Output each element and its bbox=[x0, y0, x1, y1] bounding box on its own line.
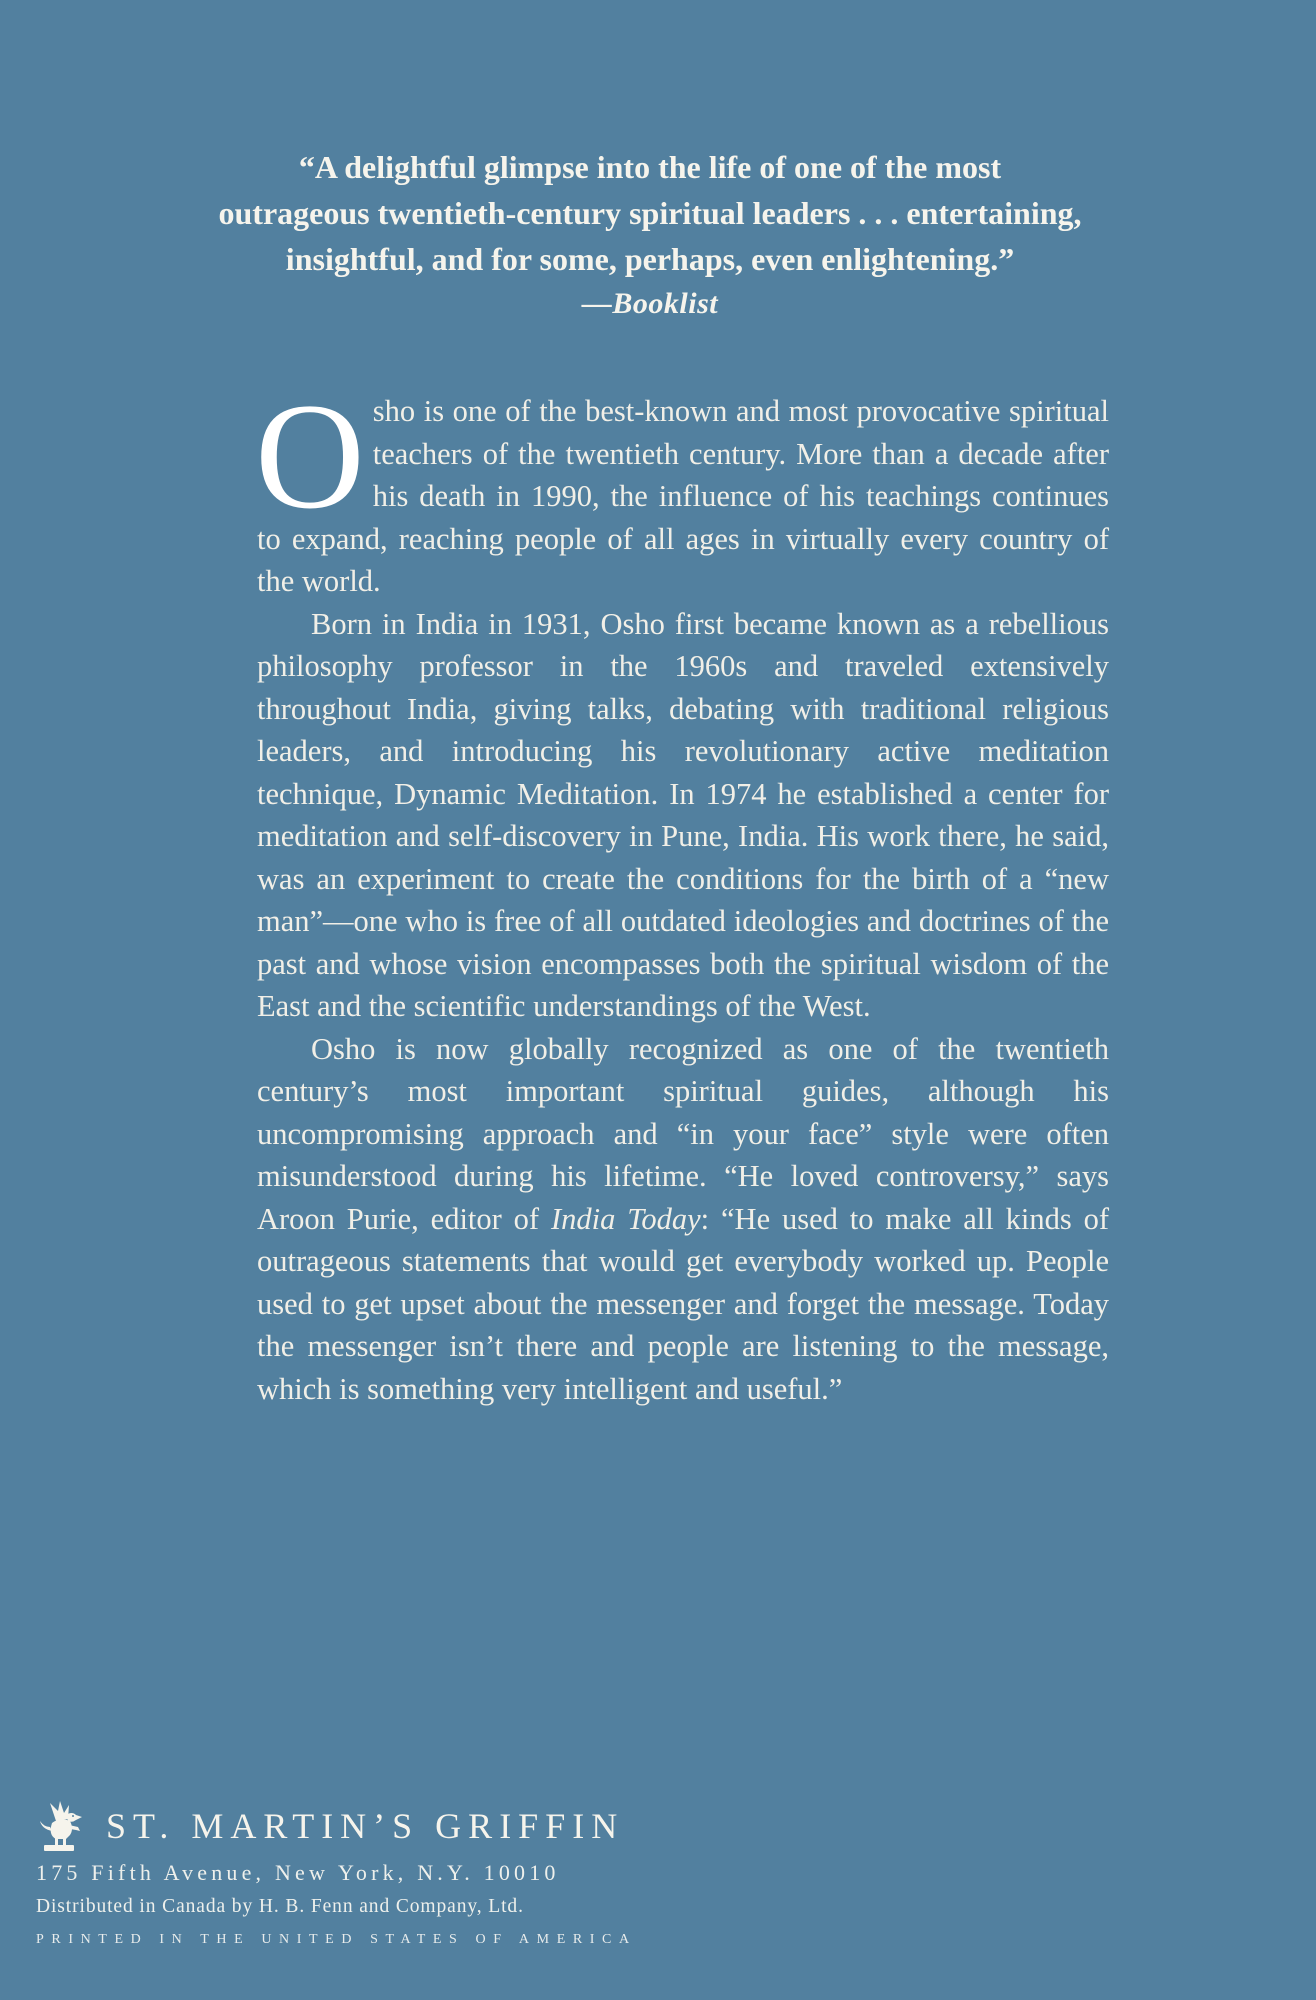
drop-cap: O bbox=[255, 372, 365, 540]
review-quote-line-3: insightful, and for some, perhaps, even enlightening.” bbox=[285, 241, 1015, 277]
description-paragraph-2: Born in India in 1931, Osho first became known as a rebellious philosophy professor in the 1960s and traveled extensively throughout India, giving talks, debating with traditional religious leaders, and introducing his revolutionary active meditation technique, Dynamic Meditation. In 1974 he established a center for meditation and self-discovery in Pune, India. His work there, he said, was an experiment to create the conditions for the birth of a “new man”—one who is free of all outdated ideologies and doctrines of the past and whose vision encompasses both the spiritual wisdom of the East and the scientific understandings of the West. bbox=[257, 606, 1109, 1023]
book-description bbox=[255, 372, 1109, 1410]
publisher-address: 175 Fifth Avenue, New York, N.Y. 10010 bbox=[36, 1860, 560, 1885]
publisher-distribution: Distributed in Canada by H. B. Fenn and Company, Ltd. bbox=[36, 1896, 524, 1917]
publisher-header bbox=[36, 1798, 656, 1854]
paragraph-3-text-end: : “He used to make all kinds of outrageous statements that would get everybody worked up. People used to get upset about the messenger and forget the message. Today the messenger isn’t there and people are listening to the message, which is something very intelligent and useful.” bbox=[257, 1201, 1109, 1406]
description-paragraph-3 bbox=[257, 1028, 1109, 1411]
publisher-name: ST. MARTIN’S GRIFFIN bbox=[106, 1806, 625, 1846]
printed-in-notice: PRINTED IN THE UNITED STATES OF AMERICA bbox=[36, 1932, 637, 1947]
paragraph-3-text-start: Osho is now globally recognized as one of the twentieth century’s most important spiritual guides, although his uncompromising approach and “in your face” style were often misunderstood during his lifetime. “He loved controversy,” says Aroon Purie, editor of bbox=[257, 1031, 1109, 1236]
description-paragraph-1 bbox=[255, 372, 1109, 603]
paragraph-1-text: sho is one of the best-known and most provocative spiritual teachers of the twentieth century. More than a decade after his death in 1990, the influence of his teachings continues to expand, reaching people of all ages in virtually every country of the world. bbox=[257, 394, 1109, 598]
review-quote-line-1: “A delightful glimpse into the life of one of the most bbox=[298, 149, 1002, 185]
review-source: —Booklist bbox=[581, 287, 719, 320]
review-quote bbox=[100, 144, 1200, 326]
publisher-imprint bbox=[36, 1798, 656, 1948]
review-quote-line-2: outrageous twentieth-century spiritual leaders . . . entertaining, bbox=[218, 195, 1082, 231]
publication-title: India Today bbox=[550, 1201, 701, 1236]
griffin-icon bbox=[36, 1799, 88, 1853]
